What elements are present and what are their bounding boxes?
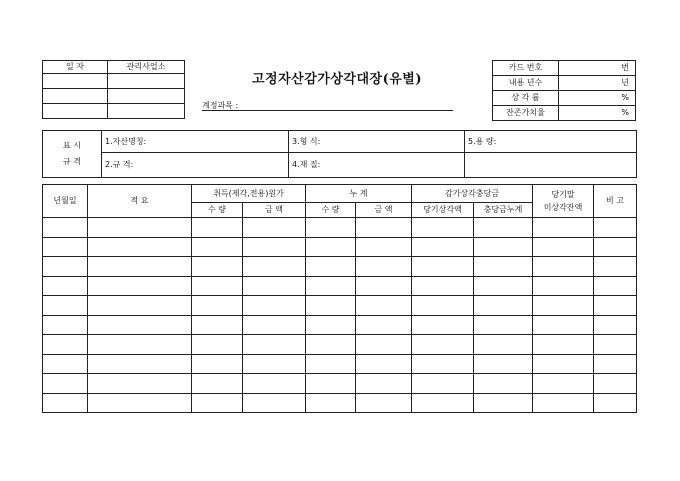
ledger-cell[interactable] [594,354,637,374]
shape-field[interactable]: 3.형 식: [289,131,465,153]
ledger-cell[interactable] [533,296,594,316]
ledger-cell[interactable] [306,296,356,316]
ledger-cell[interactable] [412,335,474,355]
ledger-cell[interactable] [412,257,474,277]
ledger-cell[interactable] [43,354,88,374]
ledger-cell[interactable] [594,276,637,296]
ledger-cell[interactable] [533,354,594,374]
useful-life-label: 내용 년수 [493,76,559,91]
card-info-box [492,60,636,121]
ledger-cell[interactable] [306,257,356,277]
ledger-cell[interactable] [412,374,474,394]
capacity-field[interactable]: 5.용 량: [465,131,637,153]
ledger-cell[interactable] [356,335,412,355]
date-header: 일 자 [43,61,108,74]
ledger-cell[interactable] [192,315,243,335]
ledger-cell[interactable] [474,276,533,296]
page-title: 고정자산감가상각대장(유별) [252,72,422,87]
ledger-row [43,257,637,277]
unamortized-balance-header [533,185,594,218]
ledger-cell[interactable] [306,315,356,335]
asset-name-field[interactable]: 1.자산명칭: [102,131,289,153]
account-label: 계정과목 : [202,101,239,110]
ledger-cell[interactable] [594,335,637,355]
depreciation-rate-field[interactable]: % [559,91,636,106]
ledger-cell[interactable] [474,237,533,257]
ledger-cell[interactable] [474,218,533,238]
spec-side-label [43,131,102,178]
ledger-cell[interactable] [533,374,594,394]
ledger-row [43,315,637,335]
ledger-cell[interactable] [474,393,533,413]
ledger-cell[interactable] [88,257,192,277]
ledger-cell[interactable] [43,335,88,355]
ledger-cell[interactable] [306,374,356,394]
ledger-cell[interactable] [594,218,637,238]
ledger-cell[interactable] [474,315,533,335]
cumulative-qty-header: 수 량 [306,203,356,218]
ledger-cell[interactable] [192,296,243,316]
useful-life-field[interactable]: 년 [559,76,636,91]
ledger-cell[interactable] [356,296,412,316]
ledger-cell[interactable] [43,315,88,335]
ledger-cell[interactable] [88,374,192,394]
unamortized-label: 미상각잔액 [543,203,583,212]
ledger-cell[interactable] [43,257,88,277]
ledger-cell[interactable] [533,393,594,413]
ledger-cell[interactable] [43,296,88,316]
ledger-cell[interactable] [243,237,306,257]
standard-field[interactable]: 2.규 격: [102,153,289,178]
ledger-cell[interactable] [88,296,192,316]
ledger-row [43,354,637,374]
ledger-cell[interactable] [306,276,356,296]
ledger-row [43,276,637,296]
ledger-cell[interactable] [243,354,306,374]
ledger-cell[interactable] [243,335,306,355]
standard-side-label: 규 격 [63,157,81,166]
ledger-cell[interactable] [306,218,356,238]
ledger-cell[interactable] [192,237,243,257]
office-cell[interactable] [108,104,185,119]
ledger-cell[interactable] [356,374,412,394]
ledger-cell[interactable] [192,354,243,374]
period-end-label: 당기말 [551,190,575,199]
ledger-row [43,218,637,238]
ledger-cell[interactable] [412,393,474,413]
ledger-cell[interactable] [192,218,243,238]
ledger-cell[interactable] [243,393,306,413]
cumulative-header: 누 계 [306,185,412,203]
ledger-cell[interactable] [594,315,637,335]
ledger-cell[interactable] [192,257,243,277]
ledger-cell[interactable] [88,237,192,257]
ledger-cell[interactable] [306,237,356,257]
ledger-cell[interactable] [533,276,594,296]
ledger-cell[interactable] [88,276,192,296]
office-cell[interactable] [108,74,185,89]
residual-rate-field[interactable]: % [559,106,636,121]
ledger-cell[interactable] [192,374,243,394]
ledger-cell[interactable] [356,393,412,413]
ledger-cell[interactable] [88,393,192,413]
ledger-cell[interactable] [533,237,594,257]
ledger-cell[interactable] [356,237,412,257]
ledger-cell[interactable] [474,354,533,374]
ledger-cell[interactable] [412,315,474,335]
date-cell[interactable] [43,74,108,89]
ledger-cell[interactable] [474,374,533,394]
period-depreciation-header: 당기상각액 [412,203,474,218]
ledger-cell[interactable] [88,315,192,335]
ledger-cell[interactable] [594,296,637,316]
ledger-cell[interactable] [243,276,306,296]
ledger-cell[interactable] [243,374,306,394]
ledger-cell[interactable] [474,257,533,277]
ledger-cell[interactable] [356,276,412,296]
ledger-cell[interactable] [412,237,474,257]
ledger-cell[interactable] [533,335,594,355]
ledger-cell[interactable] [88,218,192,238]
ledger-cell[interactable] [594,237,637,257]
ledger-cell[interactable] [43,276,88,296]
ledger-cell[interactable] [594,393,637,413]
ledger-table [42,184,637,413]
empty-spec-cell[interactable] [465,153,637,178]
ledger-cell[interactable] [412,296,474,316]
ledger-row [43,393,637,413]
ledger-cell[interactable] [243,315,306,335]
acquisition-cost-header: 취득(제각,전용)원가 [192,185,306,203]
card-number-field[interactable]: 번 [559,61,636,76]
spec-box [42,130,637,178]
date-cell[interactable] [43,89,108,104]
residual-rate-label: 잔존가치율 [493,106,559,121]
ledger-cell[interactable] [356,315,412,335]
ledger-cell[interactable] [306,354,356,374]
material-field[interactable]: 4.재 질: [289,153,465,178]
ledger-cell[interactable] [306,393,356,413]
note-column-header: 비 고 [594,185,637,218]
ledger-cell[interactable] [533,218,594,238]
display-label: 표 시 [63,141,81,150]
date-column-header: 년월일 [43,185,88,218]
ledger-cell[interactable] [306,335,356,355]
reserve-total-header: 충당금누계 [474,203,533,218]
ledger-cell[interactable] [474,296,533,316]
ledger-cell[interactable] [192,276,243,296]
ledger-cell[interactable] [192,393,243,413]
date-cell[interactable] [43,104,108,119]
ledger-cell[interactable] [356,257,412,277]
ledger-cell[interactable] [43,374,88,394]
depreciation-reserve-header: 감가상각충당금 [412,185,533,203]
ledger-row [43,335,637,355]
ledger-cell[interactable] [243,218,306,238]
ledger-cell[interactable] [594,374,637,394]
ledger-cell[interactable] [88,354,192,374]
ledger-cell[interactable] [356,218,412,238]
office-cell[interactable] [108,89,185,104]
acquire-amount-header: 금 액 [243,203,306,218]
ledger-cell[interactable] [43,237,88,257]
ledger-cell[interactable] [533,315,594,335]
date-office-box [42,60,185,119]
ledger-cell[interactable] [412,354,474,374]
ledger-cell[interactable] [412,276,474,296]
ledger-cell[interactable] [43,218,88,238]
office-header: 관리사업소 [108,61,185,74]
account-underline[interactable] [202,110,453,111]
ledger-cell[interactable] [356,354,412,374]
depreciation-rate-label: 상 각 률 [493,91,559,106]
ledger-cell[interactable] [474,335,533,355]
ledger-cell[interactable] [192,335,243,355]
ledger-cell[interactable] [594,257,637,277]
ledger-cell[interactable] [533,257,594,277]
ledger-cell[interactable] [243,257,306,277]
ledger-cell[interactable] [43,393,88,413]
ledger-cell[interactable] [412,218,474,238]
acquire-qty-header: 수 량 [192,203,243,218]
card-number-label: 카드 번호 [493,61,559,76]
ledger-cell[interactable] [88,335,192,355]
summary-column-header: 적 요 [88,185,192,218]
ledger-row [43,237,637,257]
ledger-cell[interactable] [243,296,306,316]
ledger-row [43,296,637,316]
cumulative-amount-header: 금 액 [356,203,412,218]
ledger-row [43,374,637,394]
